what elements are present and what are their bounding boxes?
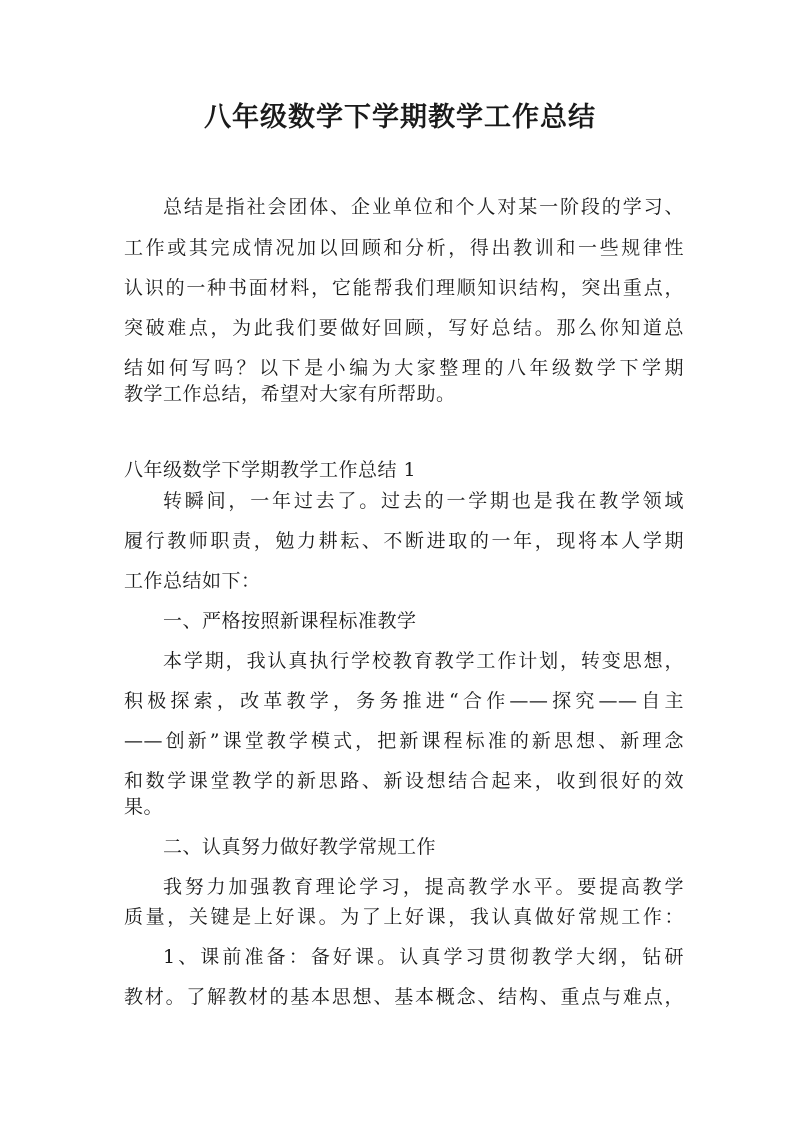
paragraph-line: 转瞬间，一年过去了。过去的一学期也是我在教学领域 xyxy=(163,490,684,512)
paragraph-line: 我努力加强教育理论学习，提高教学水平。要提高教学 xyxy=(163,876,684,898)
section-heading: 八年级数学下学期教学工作总结 1 xyxy=(124,459,417,481)
intro-line: 突破难点，为此我们要做好回顾，写好总结。那么你知道总 xyxy=(124,317,684,339)
intro-line: 总结是指社会团体、企业单位和个人对某一阶段的学习、 xyxy=(163,196,684,218)
paragraph-line: 质量，关键是上好课。为了上好课，我认真做好常规工作： xyxy=(124,906,684,928)
list-item-line: 1、课前准备：备好课。认真学习贯彻教学大纲，钻研 xyxy=(163,946,684,968)
paragraph-line: 和数学课堂教学的新思路、新设想结合起来，收到很好的效 xyxy=(124,770,684,792)
intro-line: 认识的一种书面材料，它能帮我们理顺知识结构，突出重点， xyxy=(124,277,684,299)
paragraph-line: ——创新”课堂教学模式，把新课程标准的新思想、新理念 xyxy=(124,730,684,752)
paragraph-line: 本学期，我认真执行学校教育教学工作计划，转变思想， xyxy=(163,650,684,672)
subsection-heading: 一、严格按照新课程标准教学 xyxy=(163,610,417,632)
intro-line: 教学工作总结，希望对大家有所帮助。 xyxy=(124,383,456,405)
paragraph-line: 工作总结如下： xyxy=(124,570,261,592)
paragraph-line: 果。 xyxy=(124,796,164,818)
subsection-heading: 二、认真努力做好教学常规工作 xyxy=(163,836,437,858)
paragraph-line: 履行教师职责，勉力耕耘、不断进取的一年，现将本人学期 xyxy=(124,530,684,552)
document-title: 八年级数学下学期教学工作总结 xyxy=(204,102,596,133)
list-item-line: 教材。了解教材的基本思想、基本概念、结构、重点与难点， xyxy=(124,986,684,1008)
intro-line: 结如何写吗？以下是小编为大家整理的八年级数学下学期 xyxy=(124,357,684,379)
intro-line: 工作或其完成情况加以回顾和分析，得出教训和一些规律性 xyxy=(124,237,684,259)
paragraph-line: 积极探索，改革教学，务务推进“合作——探究——自主 xyxy=(124,690,684,712)
